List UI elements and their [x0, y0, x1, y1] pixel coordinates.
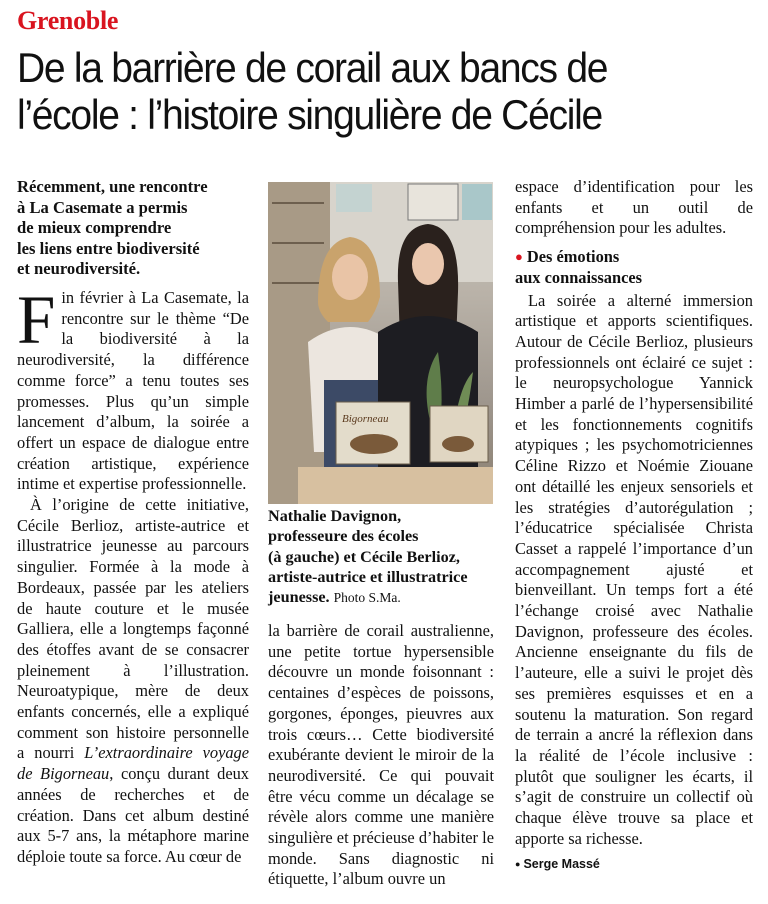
column-1: [17, 282, 250, 868]
paragraph-evening: La soirée a alterné immersion artistique et apports scientifiques. Autour de Cécile Berlioz, plusieurs professionnels ont éclairé ce sujet : le neuropsychologue Yannick Himber a parlé de l’hypersensibilité et les fonctionnements cognitifs atypiques ; les psychomotriciennes Céline Rizzo et Noémie Ziouane ont détaillé les enjeux sensoriels et les stratégies d’autorégulation ; l’éducatrice spécialisée Christa Casset a rappelé l’importance d’un accompagnement ajusté et bienveillant. Un temps fort a été l’échange croisé avec Nathalie Davignon, professeure des écoles. Ancienne enseignante du fils de l’auteure, elle a suivi le projet dès ses premières esquisses et en a soutenu la maturation. Son regard de terrain a ancré la réflexion dans la réalité de l’école inclusive : plutôt que souligner les écarts, il s’agit de construire un collectif où chaque élève trouve sa place et apporte sa richesse.: [515, 290, 753, 848]
drop-cap: F: [17, 282, 56, 358]
author-name: Serge Massé: [523, 856, 600, 871]
book-title: L’extraordinaire voyage de Bigorneau: [17, 743, 250, 784]
photo-credit: Photo S.Ma.: [333, 590, 401, 606]
headline: [17, 44, 710, 138]
book-cover-title: Bigorneau: [342, 413, 389, 425]
subheading-line: Des émotions: [526, 247, 620, 267]
paragraph-text: in février à La Casemate, la rencontre sur le thème “De la biodiversité à la neurodiversité, la différence comme force” a tenu toutes ses promesses. Plus qu’un simple lancement d’album, la soirée a offert un espace de dialogue entre création artistique, expérience intime et expertise professionnelle.: [17, 288, 249, 494]
paragraph-text: À l’origine de cette initiative, Cécile Berlioz, artiste-autrice et illustratrice jeunesse au parcours singulier. Formée à la mode à Bordeaux, passée par les ateliers de haute couture et le musée Galliera, elle a longtemps façonné des étoffes avant de se consacrer pleinement à l’illustration. Neuroatypique, mère de deux enfants concernés, elle a expliqué comment son histoire personnelle a nourri: [17, 495, 249, 763]
photo: [268, 182, 493, 504]
paragraph-intro: [17, 282, 249, 495]
lede-line: Récemment, une rencontre: [17, 177, 208, 196]
headline-line-2: l’école : l’histoire singulière de Cécile: [17, 91, 602, 138]
lede-line: les liens entre biodiversité: [17, 238, 200, 258]
caption-text: jeunesse.: [268, 588, 330, 607]
column-3: [515, 177, 753, 874]
lede-line: et neurodiversité.: [17, 259, 141, 279]
paragraph-author: [17, 495, 249, 868]
caption-line: professeure des écoles: [268, 527, 419, 546]
red-bullet-icon: ●: [515, 249, 523, 265]
lede-line: de mieux comprendre: [17, 218, 172, 238]
subheading: [515, 247, 753, 288]
headline-line-1: De la barrière de corail aux bancs de: [17, 44, 608, 91]
author-signature: [515, 854, 753, 875]
paragraph-continuation: espace d’identification pour les enfants et un outil de compréhension pour les adultes.: [515, 177, 753, 238]
section-kicker: Grenoble: [17, 6, 119, 35]
caption-line: artiste-autrice et illustratrice: [268, 567, 468, 586]
caption-line: Nathalie Davignon,: [268, 507, 402, 525]
subheading-line: aux connaissances: [515, 267, 643, 287]
photo-caption: [268, 506, 500, 608]
photo-illustration: [268, 182, 493, 504]
column-2: [268, 621, 494, 890]
lede-line: à La Casemate a permis: [17, 197, 188, 217]
caption-line: (à gauche) et Cécile Berlioz,: [268, 547, 460, 566]
caption-line: [268, 587, 500, 608]
lede: [17, 177, 257, 280]
paragraph-text: , conçu durant deux années de recherches et de création. Dans cet album destiné aux 5-7 ans, la métaphore marine déploie toute sa force. Au cœur de: [17, 764, 250, 866]
paragraph-story: la barrière de corail australienne, une petite tortue hypersensible découvre un monde foisonnant : centaines d’espèces de poissons, gorgones, éponges, pieuvres aux trois cœurs… Cette biodiversité exubérante devient le miroir de la neurodiversité. Ce qui pouvait être vécu comme un décalage se révèle alors comme une manière singulière et précieuse d’habiter le monde. Sans diagnostic ni étiquette, l’album ouvre un: [268, 621, 494, 889]
bullet-icon: ●: [515, 858, 521, 869]
